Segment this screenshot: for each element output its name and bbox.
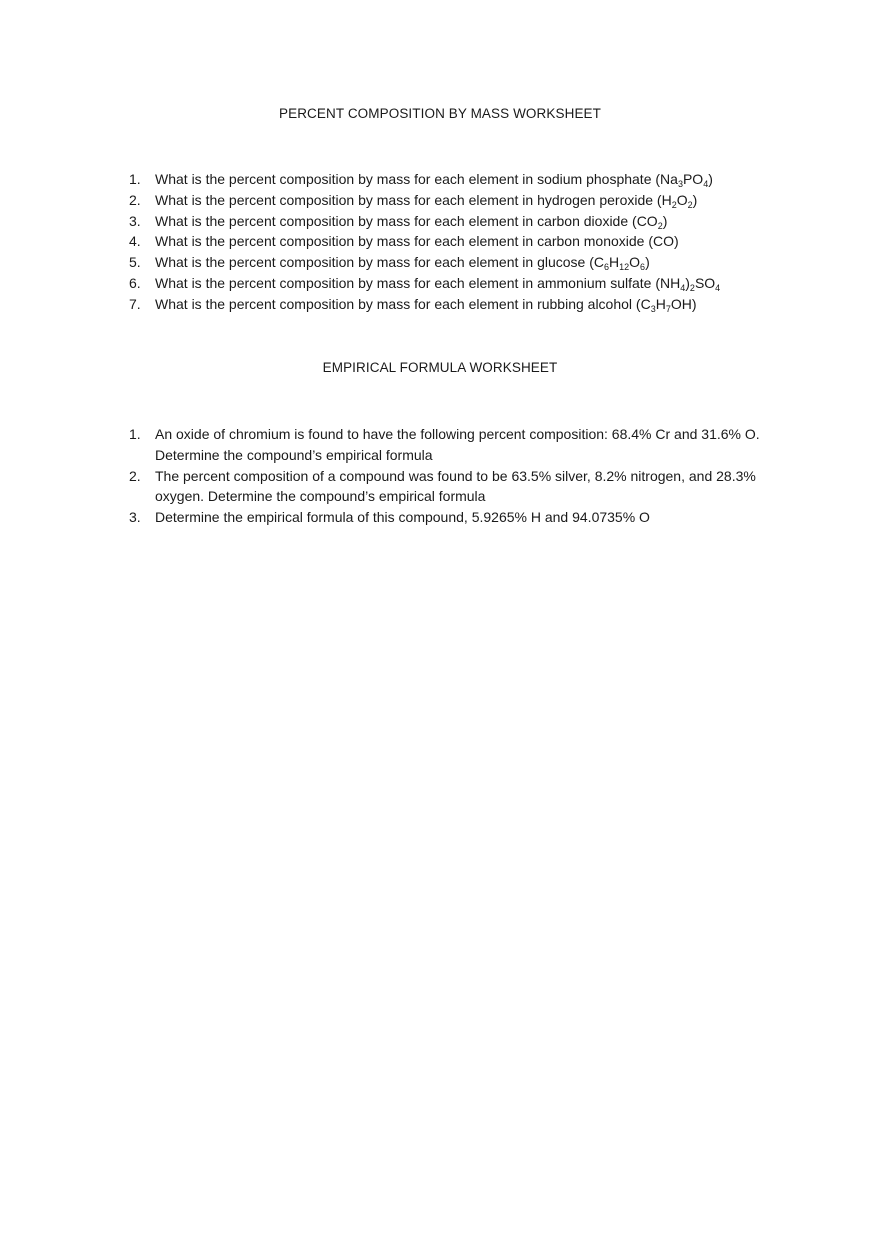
chemical-formula: $NH_4)_2SO_4$ — [660, 274, 721, 293]
question-number: 2. — [129, 191, 141, 208]
question-number: 5. — [129, 254, 141, 271]
question-number: 3. — [129, 212, 141, 229]
question-item — [122, 273, 782, 294]
question-item — [122, 424, 782, 466]
question-item — [122, 190, 782, 211]
question-text: What is the percent composition by mass for each element in rubbing alcohol ( — [155, 295, 641, 312]
question-item — [122, 231, 782, 252]
question-text: An oxide of chromium is found to have the following percent composition: 68.4% Cr and 31.6% O. Determine the compound’s empirical formula — [155, 426, 760, 463]
question-number: 1. — [129, 171, 141, 187]
question-number: 3. — [129, 509, 141, 526]
empirical-formula-title: EMPIRICAL FORMULA WORKSHEET — [322, 360, 558, 375]
question-text: What is the percent composition by mass for each element in glucose ( — [155, 254, 594, 271]
chemical-formula: $C_3H_7OH$) — [640, 295, 697, 314]
question-number: 2. — [129, 467, 141, 484]
question-text: Determine the empirical formula of this compound, 5.9265% H and 94.0735% O — [155, 509, 650, 526]
question-number: 7. — [129, 295, 141, 312]
chemical-formula: CO) — [653, 233, 679, 250]
chemical-formula: $CO_2$) — [636, 212, 668, 231]
question-text: What is the percent composition by mass for each element in hydrogen peroxide ( — [155, 191, 662, 208]
question-number: 4. — [129, 233, 141, 250]
question-number: 6. — [129, 274, 141, 291]
question-item — [122, 211, 782, 232]
question-text: The percent composition of a compound was found to be 63.5% silver, 8.2% nitrogen, and 28.3% oxygen. Determine the compound’s empirical formula — [155, 467, 756, 505]
percent-composition-question-list — [122, 169, 782, 315]
empirical-formula-question-list — [122, 424, 782, 528]
question-item — [122, 252, 782, 273]
question-item — [122, 507, 782, 528]
question-text: What is the percent composition by mass for each element in sodium phosphate ( — [155, 171, 661, 187]
chemical-formula: $H_2O_2$) — [661, 191, 698, 210]
question-text: What is the percent composition by mass for each element in ammonium sulfate ( — [155, 274, 660, 291]
question-item — [122, 466, 782, 508]
percent-composition-title: PERCENT COMPOSITION BY MASS WORKSHEET — [279, 106, 601, 121]
question-text: What is the percent composition by mass for each element in carbon monoxide ( — [155, 233, 654, 250]
question-item — [122, 169, 782, 190]
question-text: What is the percent composition by mass for each element in carbon dioxide ( — [155, 212, 637, 229]
question-number: 1. — [129, 426, 141, 442]
chemical-formula: $Na_3PO_4$) — [660, 171, 713, 189]
question-item — [122, 294, 782, 315]
chemical-formula: $C_6H_{12}O_6$) — [593, 254, 650, 273]
